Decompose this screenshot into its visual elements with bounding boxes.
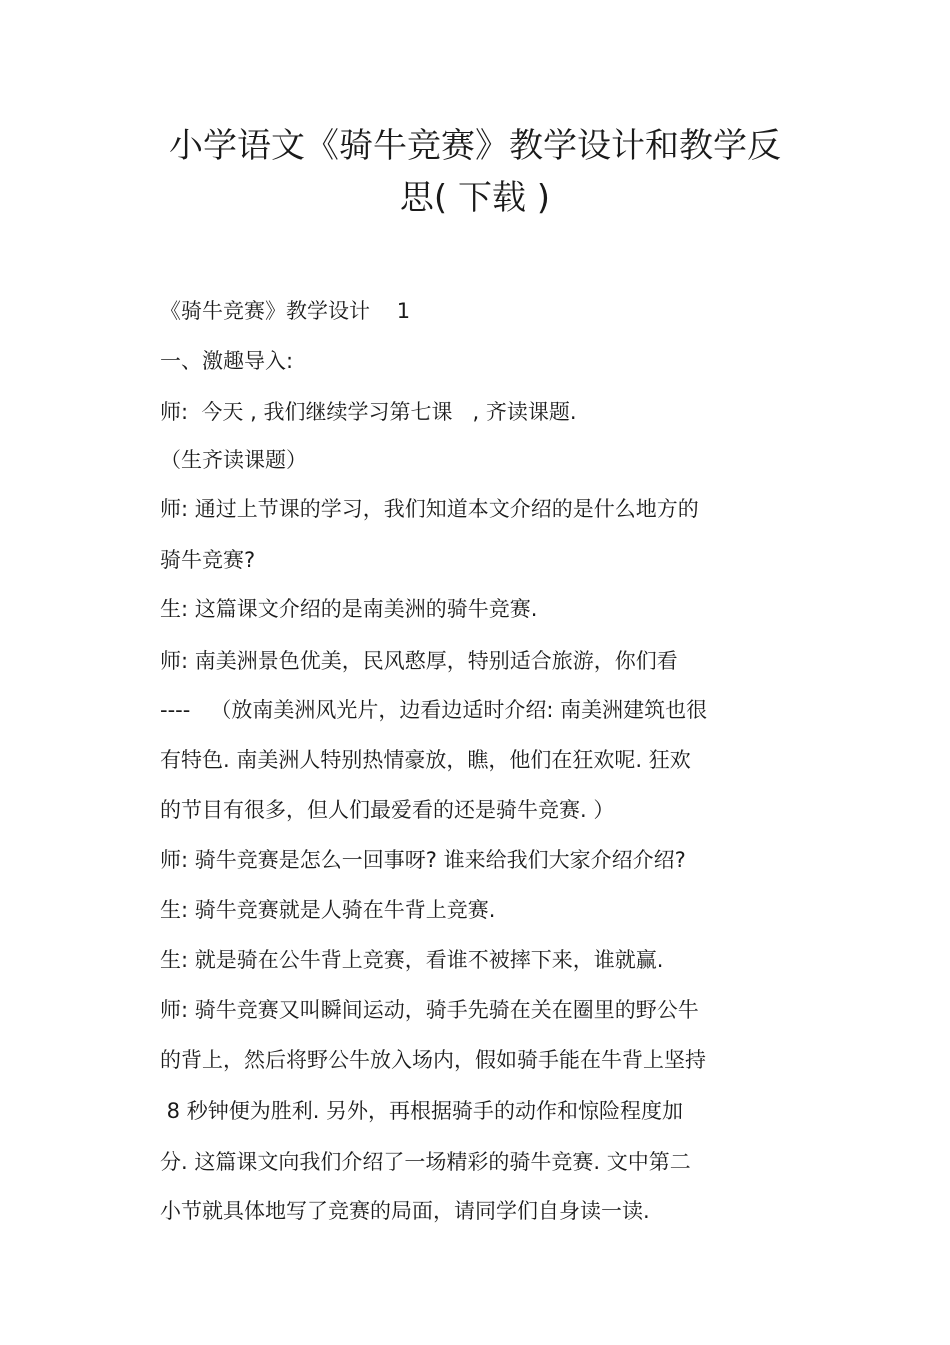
- body-line: 8 秒钟便为胜利. 另外，再根据骑手的动作和惊险程度加: [160, 1099, 684, 1123]
- body-line: ---- （放南美洲风光片，边看边适时介绍: 南美洲建筑也很: [160, 698, 708, 722]
- body-line: 师: 今天 , 我们继续学习第七课 , 齐读课题.: [160, 400, 577, 424]
- document-title: [150, 120, 800, 224]
- body-line: 师: 通过上节课的学习，我们知道本文介绍的是什么地方的: [160, 497, 699, 521]
- body-line: 的节目有很多，但人们最爱看的还是骑牛竞赛. ）: [160, 798, 615, 822]
- title-line-2: 思( 下载 ): [399, 178, 551, 218]
- body-line: 师: 骑牛竞赛又叫瞬间运动，骑手先骑在关在圈里的野公牛: [160, 998, 699, 1022]
- title-line-1: 小学语文《骑牛竞赛》教学设计和教学反: [169, 126, 781, 166]
- body-line: 师: 骑牛竞赛是怎么一回事呀? 谁来给我们大家介绍介绍?: [160, 848, 686, 872]
- body-line: 一、激趣导入:: [160, 349, 294, 373]
- body-line: 的背上，然后将野公牛放入场内，假如骑手能在牛背上坚持: [160, 1048, 706, 1072]
- body-line: 生: 骑牛竞赛就是人骑在牛背上竞赛.: [160, 898, 496, 922]
- section-heading: 《骑牛竞赛》教学设计 1: [160, 299, 411, 323]
- body-line: （生齐读课题）: [160, 448, 307, 472]
- body-line: 生: 就是骑在公牛背上竞赛，看谁不被摔下来，谁就赢.: [160, 948, 664, 972]
- body-line: 生: 这篇课文介绍的是南美洲的骑牛竞赛.: [160, 597, 538, 621]
- body-line: 骑牛竞赛?: [160, 548, 256, 572]
- body-line: 师: 南美洲景色优美，民风憨厚，特别适合旅游，你们看: [160, 649, 678, 673]
- body-line: 有特色. 南美洲人特别热情豪放，瞧，他们在狂欢呢. 狂欢: [160, 748, 691, 772]
- body-line: 分. 这篇课文向我们介绍了一场精彩的骑牛竞赛. 文中第二: [160, 1150, 691, 1174]
- body-line: 小节就具体地写了竞赛的局面，请同学们自身读一读.: [160, 1199, 650, 1223]
